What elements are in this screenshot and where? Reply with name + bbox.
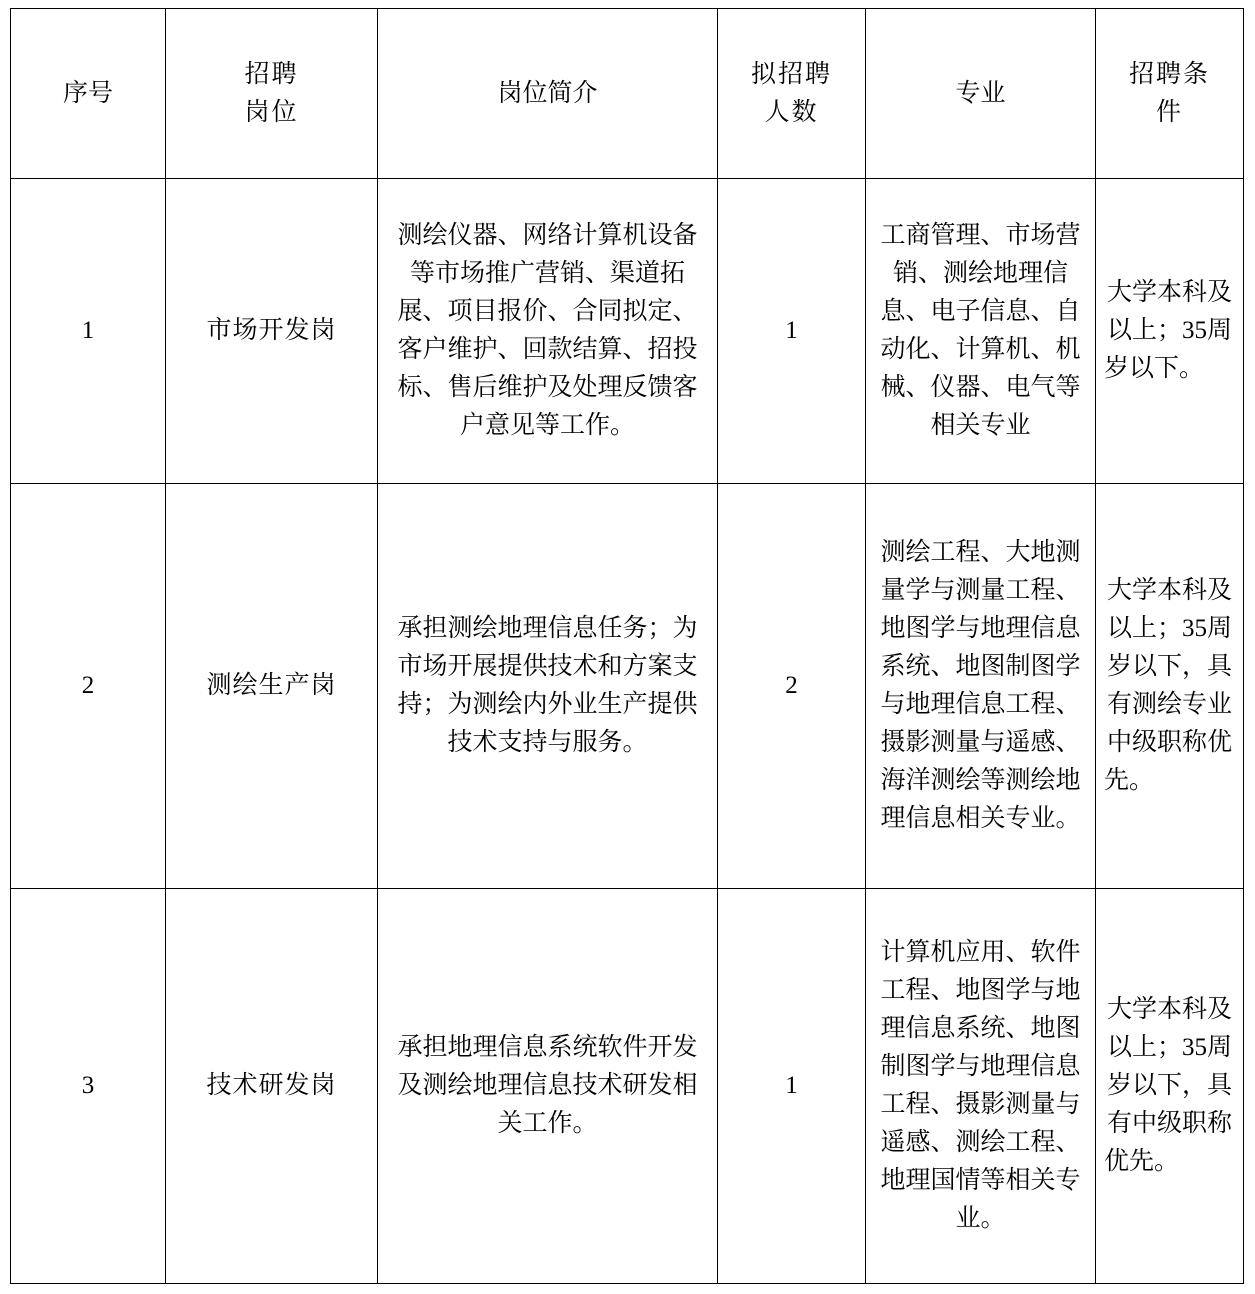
cell-count: 1 bbox=[718, 179, 866, 484]
table-row bbox=[11, 484, 1244, 889]
cell-count: 1 bbox=[718, 889, 866, 1284]
header-index: 序号 bbox=[11, 9, 166, 179]
cell-index: 2 bbox=[11, 484, 166, 889]
header-requirement-line2: 件 bbox=[1155, 98, 1183, 126]
cell-major: 计算机应用、软件工程、地图学与地理信息系统、地图制图学与地理信息工程、摄影测量与遥感、测绘工程、地理国情等相关专业。 bbox=[866, 889, 1096, 1284]
header-post-line1: 招聘 bbox=[244, 60, 299, 88]
header-major: 专业 bbox=[866, 9, 1096, 179]
cell-requirement: 大学本科及以上；35周岁以下。 bbox=[1096, 179, 1244, 484]
table-header-row bbox=[11, 9, 1244, 179]
header-post-line2: 岗位 bbox=[244, 98, 299, 126]
cell-description: 承担地理信息系统软件开发及测绘地理信息技术研发相关工作。 bbox=[378, 889, 718, 1284]
cell-count: 2 bbox=[718, 484, 866, 889]
cell-index: 1 bbox=[11, 179, 166, 484]
cell-description: 测绘仪器、网络计算机设备等市场推广营销、渠道拓展、项目报价、合同拟定、客户维护、回款结算、招投标、售后维护及处理反馈客户意见等工作。 bbox=[378, 179, 718, 484]
cell-major: 测绘工程、大地测量学与测量工程、地图学与地理信息系统、地图制图学与地理信息工程、摄影测量与遥感、海洋测绘等测绘地理信息相关专业。 bbox=[866, 484, 1096, 889]
header-description: 岗位简介 bbox=[378, 9, 718, 179]
header-count bbox=[718, 9, 866, 179]
header-requirement bbox=[1096, 9, 1244, 179]
cell-description: 承担测绘地理信息任务；为市场开展提供技术和方案支持；为测绘内外业生产提供技术支持与服务。 bbox=[378, 484, 718, 889]
header-post bbox=[166, 9, 378, 179]
cell-post: 技术研发岗 bbox=[166, 889, 378, 1284]
table-row bbox=[11, 889, 1244, 1284]
cell-requirement: 大学本科及以上；35周岁以下，具有中级职称优先。 bbox=[1096, 889, 1244, 1284]
cell-index: 3 bbox=[11, 889, 166, 1284]
cell-requirement: 大学本科及以上；35周岁以下，具有测绘专业中级职称优先。 bbox=[1096, 484, 1244, 889]
recruitment-table bbox=[10, 8, 1244, 1284]
header-count-line1: 拟招聘 bbox=[750, 60, 832, 88]
header-requirement-line1: 招聘条 bbox=[1128, 60, 1210, 88]
cell-post: 测绘生产岗 bbox=[166, 484, 378, 889]
cell-post: 市场开发岗 bbox=[166, 179, 378, 484]
table-row bbox=[11, 179, 1244, 484]
header-count-line2: 人数 bbox=[764, 98, 819, 126]
cell-major: 工商管理、市场营销、测绘地理信息、电子信息、自动化、计算机、机械、仪器、电气等相关专业 bbox=[866, 179, 1096, 484]
